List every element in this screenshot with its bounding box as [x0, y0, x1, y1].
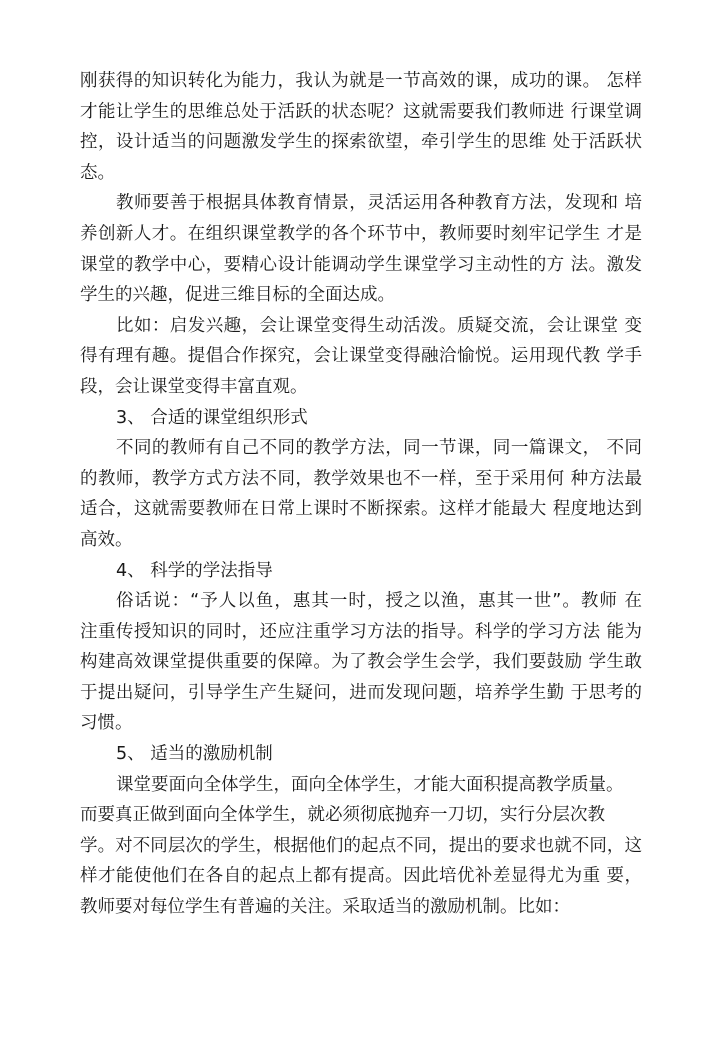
heading-text: 4、 科学的学法指导 — [116, 560, 273, 581]
text-line: 学生的兴趣，促进三维目标的全面达成。 — [80, 285, 395, 306]
heading-text: 3、 合适的课堂组织形式 — [116, 407, 308, 428]
section-heading — [80, 403, 642, 434]
text-line: 习惯。 — [80, 713, 133, 734]
text-line: 比如：启发兴趣，会让课堂变得生动活泼。质疑交流，会让课堂 变 — [116, 315, 642, 336]
text-line: 注重传授知识的同时，还应注重学习方法的指导。科学的学习方法 能为 — [80, 621, 642, 642]
paragraph — [80, 311, 642, 403]
paragraph — [80, 66, 642, 188]
text-line: 样才能使他们在各自的起点上都有提高。因此培优补差显得尤为重 要， — [80, 866, 642, 887]
text-line: 学。对不同层次的学生，根据他们的起点不同，提出的要求也就不同，这 — [80, 835, 642, 856]
paragraph — [80, 433, 642, 555]
text-line: 而要真正做到面向全体学生，就必须彻底抛弃一刀切，实行分层次教 — [80, 805, 605, 826]
text-line: 的教师，教学方式方法不同，教学效果也不一样，至于采用何 种方法最 — [80, 468, 642, 489]
text-line: 才能让学生的思维总处于活跃的状态呢？这就需要我们教师进 行课堂调 — [80, 101, 642, 122]
text-line: 教师要对每位学生有普遍的关注。采取适当的激励机制。比如： — [80, 897, 570, 918]
text-line: 得有理有趣。提倡合作探究，会让课堂变得融洽愉悦。运用现代教 学手 — [80, 346, 642, 367]
paragraph — [80, 188, 642, 310]
text-line: 高效。 — [80, 529, 133, 550]
text-line: 刚获得的知识转化为能力，我认为就是一节高效的课，成功的课。 怎样 — [80, 71, 642, 91]
text-line: 课堂要面向全体学生，面向全体学生，才能大面积提高教学质量。 — [116, 774, 624, 795]
text-line: 段，会让课堂变得丰富直观。 — [80, 376, 308, 397]
text-line: 俗话说：“予人以鱼，惠其一时，授之以渔，惠其一世”。教师 在 — [116, 591, 642, 612]
text-line: 于提出疑问，引导学生产生疑问，进而发现问题，培养学生勤 于思考的 — [80, 682, 642, 703]
section-heading — [80, 739, 642, 770]
text-line: 课堂的教学中心，要精心设计能调动学生课堂学习主动性的方 法。激发 — [80, 254, 642, 275]
text-line: 教师要善于根据具体教育情景，灵活运用各种教育方法，发现和 培 — [116, 193, 642, 214]
text-line: 构建高效课堂提供重要的保障。为了教会学生会学，我们要鼓励 学生敢 — [80, 652, 642, 673]
text-line: 不同的教师有自己不同的教学方法，同一节课，同一篇课文， 不同 — [116, 438, 642, 459]
paragraph — [80, 770, 642, 923]
text-line: 态。 — [80, 162, 115, 183]
text-line: 适合，这就需要教师在日常上课时不断探索。这样才能最大 程度地达到 — [80, 499, 642, 520]
section-heading — [80, 556, 642, 587]
paragraph — [80, 586, 642, 739]
text-line: 养创新人才。在组织课堂教学的各个环节中，教师要时刻牢记学生 才是 — [80, 223, 642, 244]
text-line: 控，设计适当的问题激发学生的探索欲望，牵引学生的思维 处于活跃状 — [80, 132, 642, 153]
document-body — [80, 66, 642, 923]
heading-text: 5、 适当的激励机制 — [116, 744, 273, 765]
